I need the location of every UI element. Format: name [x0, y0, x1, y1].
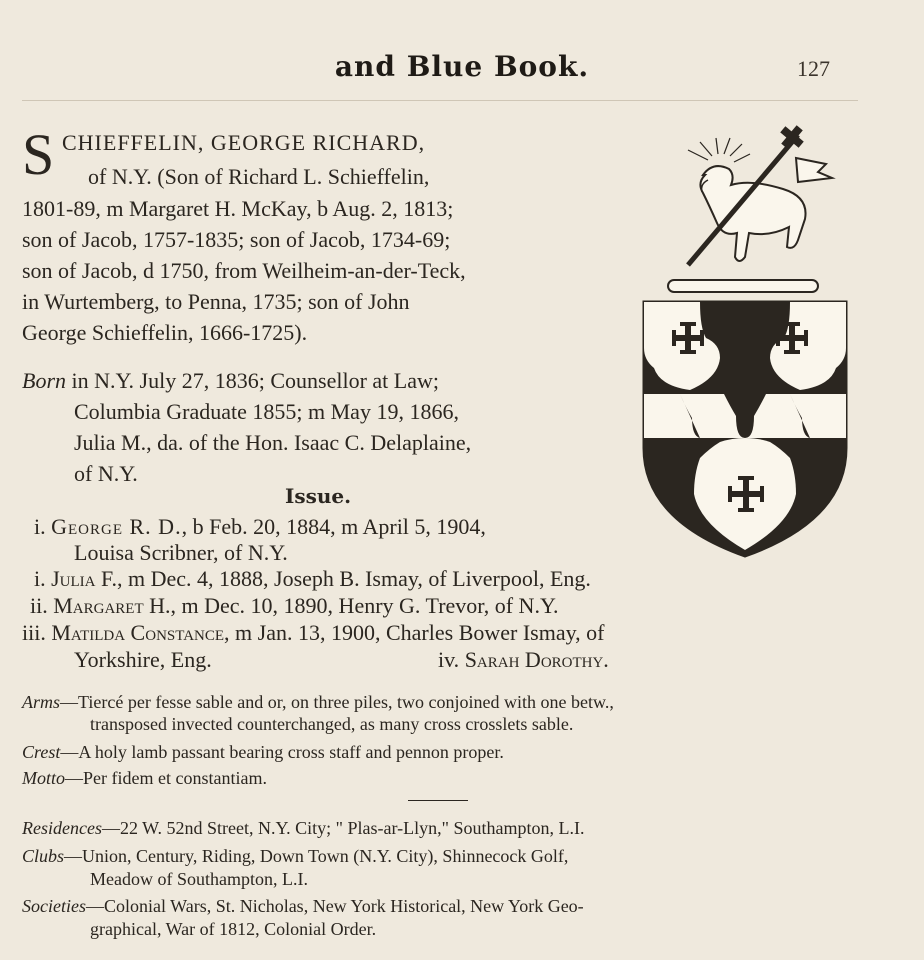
child-row: iii. Matilda Constance, m Jan. 13, 1900, Charles Bower Ismay, of: [22, 620, 605, 645]
header-rule: [22, 100, 858, 101]
born-line-3: Julia M., da. of the Hon. Isaac C. Delaplaine,: [74, 430, 472, 455]
entry-line-5: in Wurtemberg, to Penna, 1735; son of John: [22, 289, 410, 314]
arms-line-1: Arms—Tiercé per fesse sable and or, on three piles, two conjoined with one betw.,: [22, 692, 614, 712]
entry-line-1: of N.Y. (Son of Richard L. Schieffelin,: [88, 164, 430, 189]
child-row: Yorkshire, Eng.: [74, 647, 212, 672]
societies-line-2: graphical, War of 1812, Colonial Order.: [90, 919, 377, 939]
coat-of-arms-shield: [640, 298, 850, 560]
entry-line-3: son of Jacob, 1757-1835; son of Jacob, 1734-69;: [22, 227, 451, 252]
born-line-4: of N.Y.: [74, 461, 138, 486]
born-line-1: Born in N.Y. July 27, 1836; Counsellor at Law;: [22, 368, 439, 393]
crest-line: Crest—A holy lamb passant bearing cross staff and pennon proper.: [22, 742, 504, 762]
child-row: Louisa Scribner, of N.Y.: [74, 540, 288, 565]
child-row: i. Julia F., m Dec. 4, 1888, Joseph B. Ismay, of Liverpool, Eng.: [34, 566, 591, 591]
entry-name: CHIEFFELIN, GEORGE RICHARD,: [62, 130, 426, 155]
running-title: and Blue Book.: [334, 50, 590, 83]
entry-line-4: son of Jacob, d 1750, from Weilheim-an-der-Teck,: [22, 258, 466, 283]
arms-line-2: transposed invected counterchanged, as many cross crosslets sable.: [90, 714, 574, 734]
lamb-crest-illustration: [628, 120, 858, 310]
child-row: ii. Margaret H., m Dec. 10, 1890, Henry G. Trevor, of N.Y.: [30, 593, 559, 618]
running-header: [0, 46, 924, 86]
section-divider: [408, 800, 468, 801]
clubs-line-1: Clubs—Union, Century, Riding, Down Town (N.Y. City), Shinnecock Golf,: [22, 846, 569, 866]
entry-line-2: 1801-89, m Margaret H. McKay, b Aug. 2, 1813;: [22, 196, 454, 221]
born-line-2: Columbia Graduate 1855; m May 19, 1866,: [74, 399, 459, 424]
child-row: i. George R. D., b Feb. 20, 1884, m April 5, 1904,: [34, 514, 486, 539]
drop-cap: S: [22, 122, 55, 187]
entry-line-6: George Schieffelin, 1666-1725).: [22, 320, 308, 345]
born-label: Born: [22, 368, 66, 393]
clubs-line-2: Meadow of Southampton, L.I.: [90, 869, 308, 889]
residences-line: Residences—22 W. 52nd Street, N.Y. City; " Plas-ar-Llyn," Southampton, L.I.: [22, 818, 585, 838]
child-row: iv. Sarah Dorothy.: [438, 647, 609, 672]
page-number: 127: [797, 56, 830, 81]
motto-line: Motto—Per fidem et constantiam.: [22, 768, 267, 788]
issue-heading: Issue.: [285, 484, 352, 508]
societies-line-1: Societies—Colonial Wars, St. Nicholas, New York Historical, New York Geo-: [22, 896, 584, 916]
